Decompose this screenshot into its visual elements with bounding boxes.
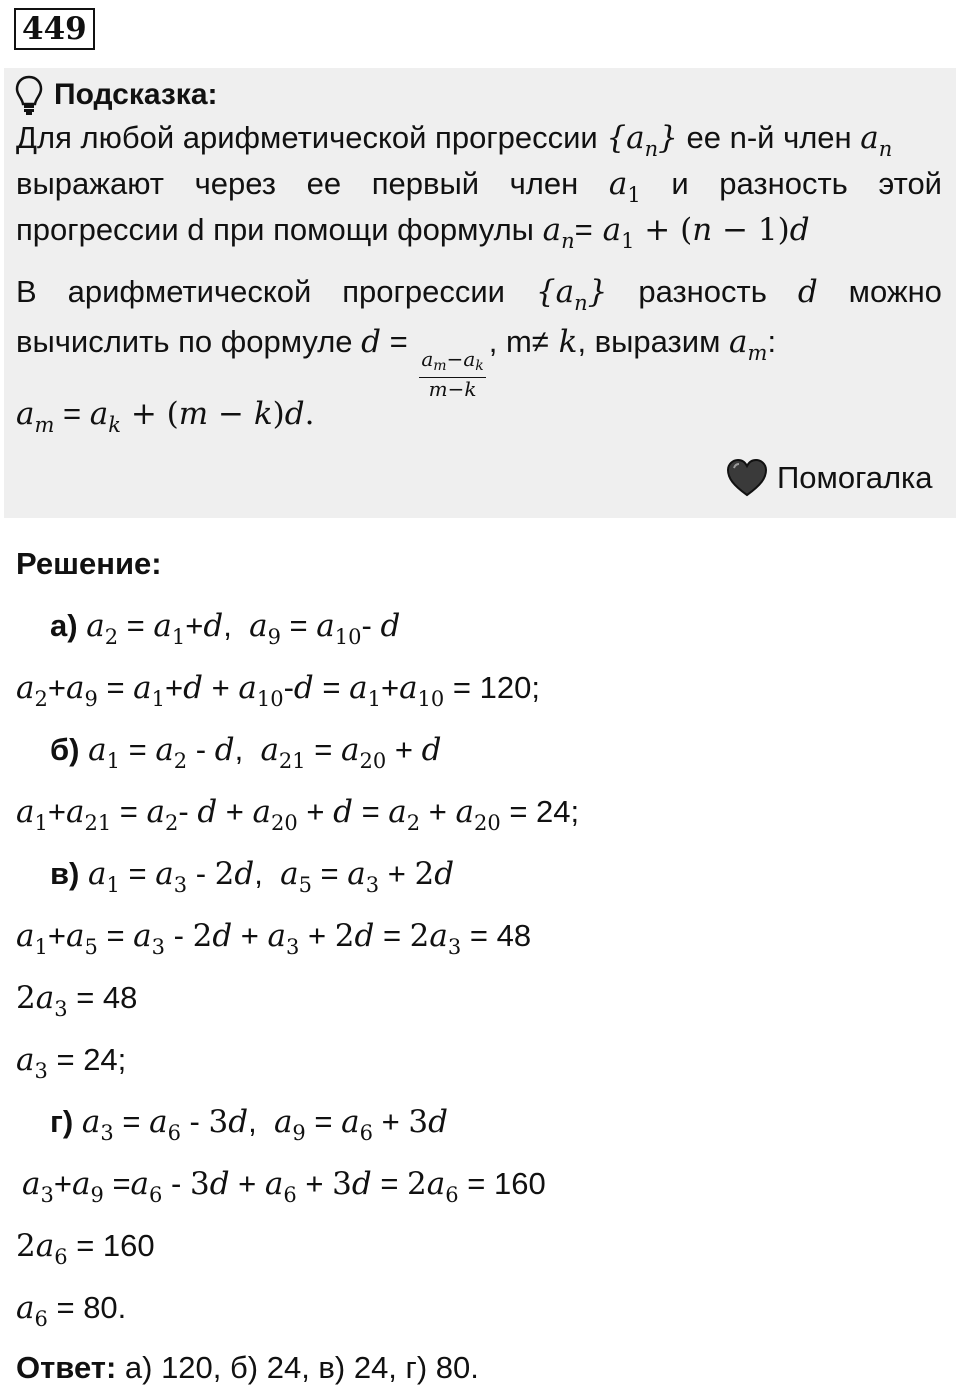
solution-part-g: г) $a_3 = a_6 - 3d$, $a_9 = a_6 + 3d$ xyxy=(50,1104,448,1145)
solution-part-b: б) $a_1 = a_2 - d$, $a_{21} = a_{20} + d$ xyxy=(50,732,442,773)
problem-number: 449 xyxy=(14,8,95,50)
answer-text: а) 120, б) 24, в) 24, г) 80. xyxy=(116,1350,479,1385)
brand xyxy=(725,458,933,498)
hint-line-3: прогрессии d при помощи формулы $a_n= a_1 + (n - 1)d$ xyxy=(16,212,810,253)
heart-icon xyxy=(725,458,769,498)
solution-line-v2: $2a_3 = 48$ xyxy=(16,980,138,1021)
solution-part-a: а) $a_2 = a_1+d$, $a_9 = a_{10}-$ d xyxy=(50,608,401,649)
solution-line-a: $a_2+a_9 = a_1+d + a_{10}-d = a_1+a_{10} = 120$; xyxy=(16,670,540,711)
hint-line-2: выражают через ее первый член $a_1$ и разность этой xyxy=(16,166,942,207)
hint-line-1: Для любой арифметической прогрессии $\{a_n\}$ ее n-й член $a_n$ xyxy=(16,120,893,161)
hint-header xyxy=(14,72,218,118)
solution-line-v3: $a_3 = 24$; xyxy=(16,1042,127,1083)
hint-line-4: В арифметической прогрессии $\{a_n\}$ разность d можно xyxy=(16,274,942,315)
answer xyxy=(16,1348,479,1388)
difference-fraction: $\frac{a_m-a_k}{m-k}$ xyxy=(421,347,484,401)
solution-title: Решение: xyxy=(16,546,162,581)
solution-line-g3: $a_6 = 80$. xyxy=(16,1290,127,1331)
hint-title: Подсказка: xyxy=(54,78,218,111)
solution-line-g1: $a_3+a_9 =a_6 - 3d + a_6 + 3d = 2a_6 = 160$ xyxy=(22,1166,546,1207)
solution-line-g2: $2a_6 = 160$ xyxy=(16,1228,155,1269)
solution-line-b: $a_1+a_{21} = a_2-$ $d + a_{20} + d = a_2 + a_{20} = 24$; xyxy=(16,794,580,835)
solution-part-v: в) $a_1 = a_3 - 2d$, $a_5 = a_3 + 2d$ xyxy=(50,856,455,897)
lightbulb-icon xyxy=(14,74,44,116)
answer-label: Ответ: xyxy=(16,1350,117,1385)
hint-line-5: вычислить по формуле d = $\frac{a_m-a_k}{m-k}$ , m≠ k, выразим $a_m$: xyxy=(16,324,777,401)
solution-line-v1: $a_1+a_5 = a_3 - 2d + a_3 + 2d = 2a_3 = 48$ xyxy=(16,918,532,959)
hint-line-6: $a_m = a_k + (m - k)d$. xyxy=(16,396,315,437)
brand-name: Помогалка xyxy=(777,460,933,495)
